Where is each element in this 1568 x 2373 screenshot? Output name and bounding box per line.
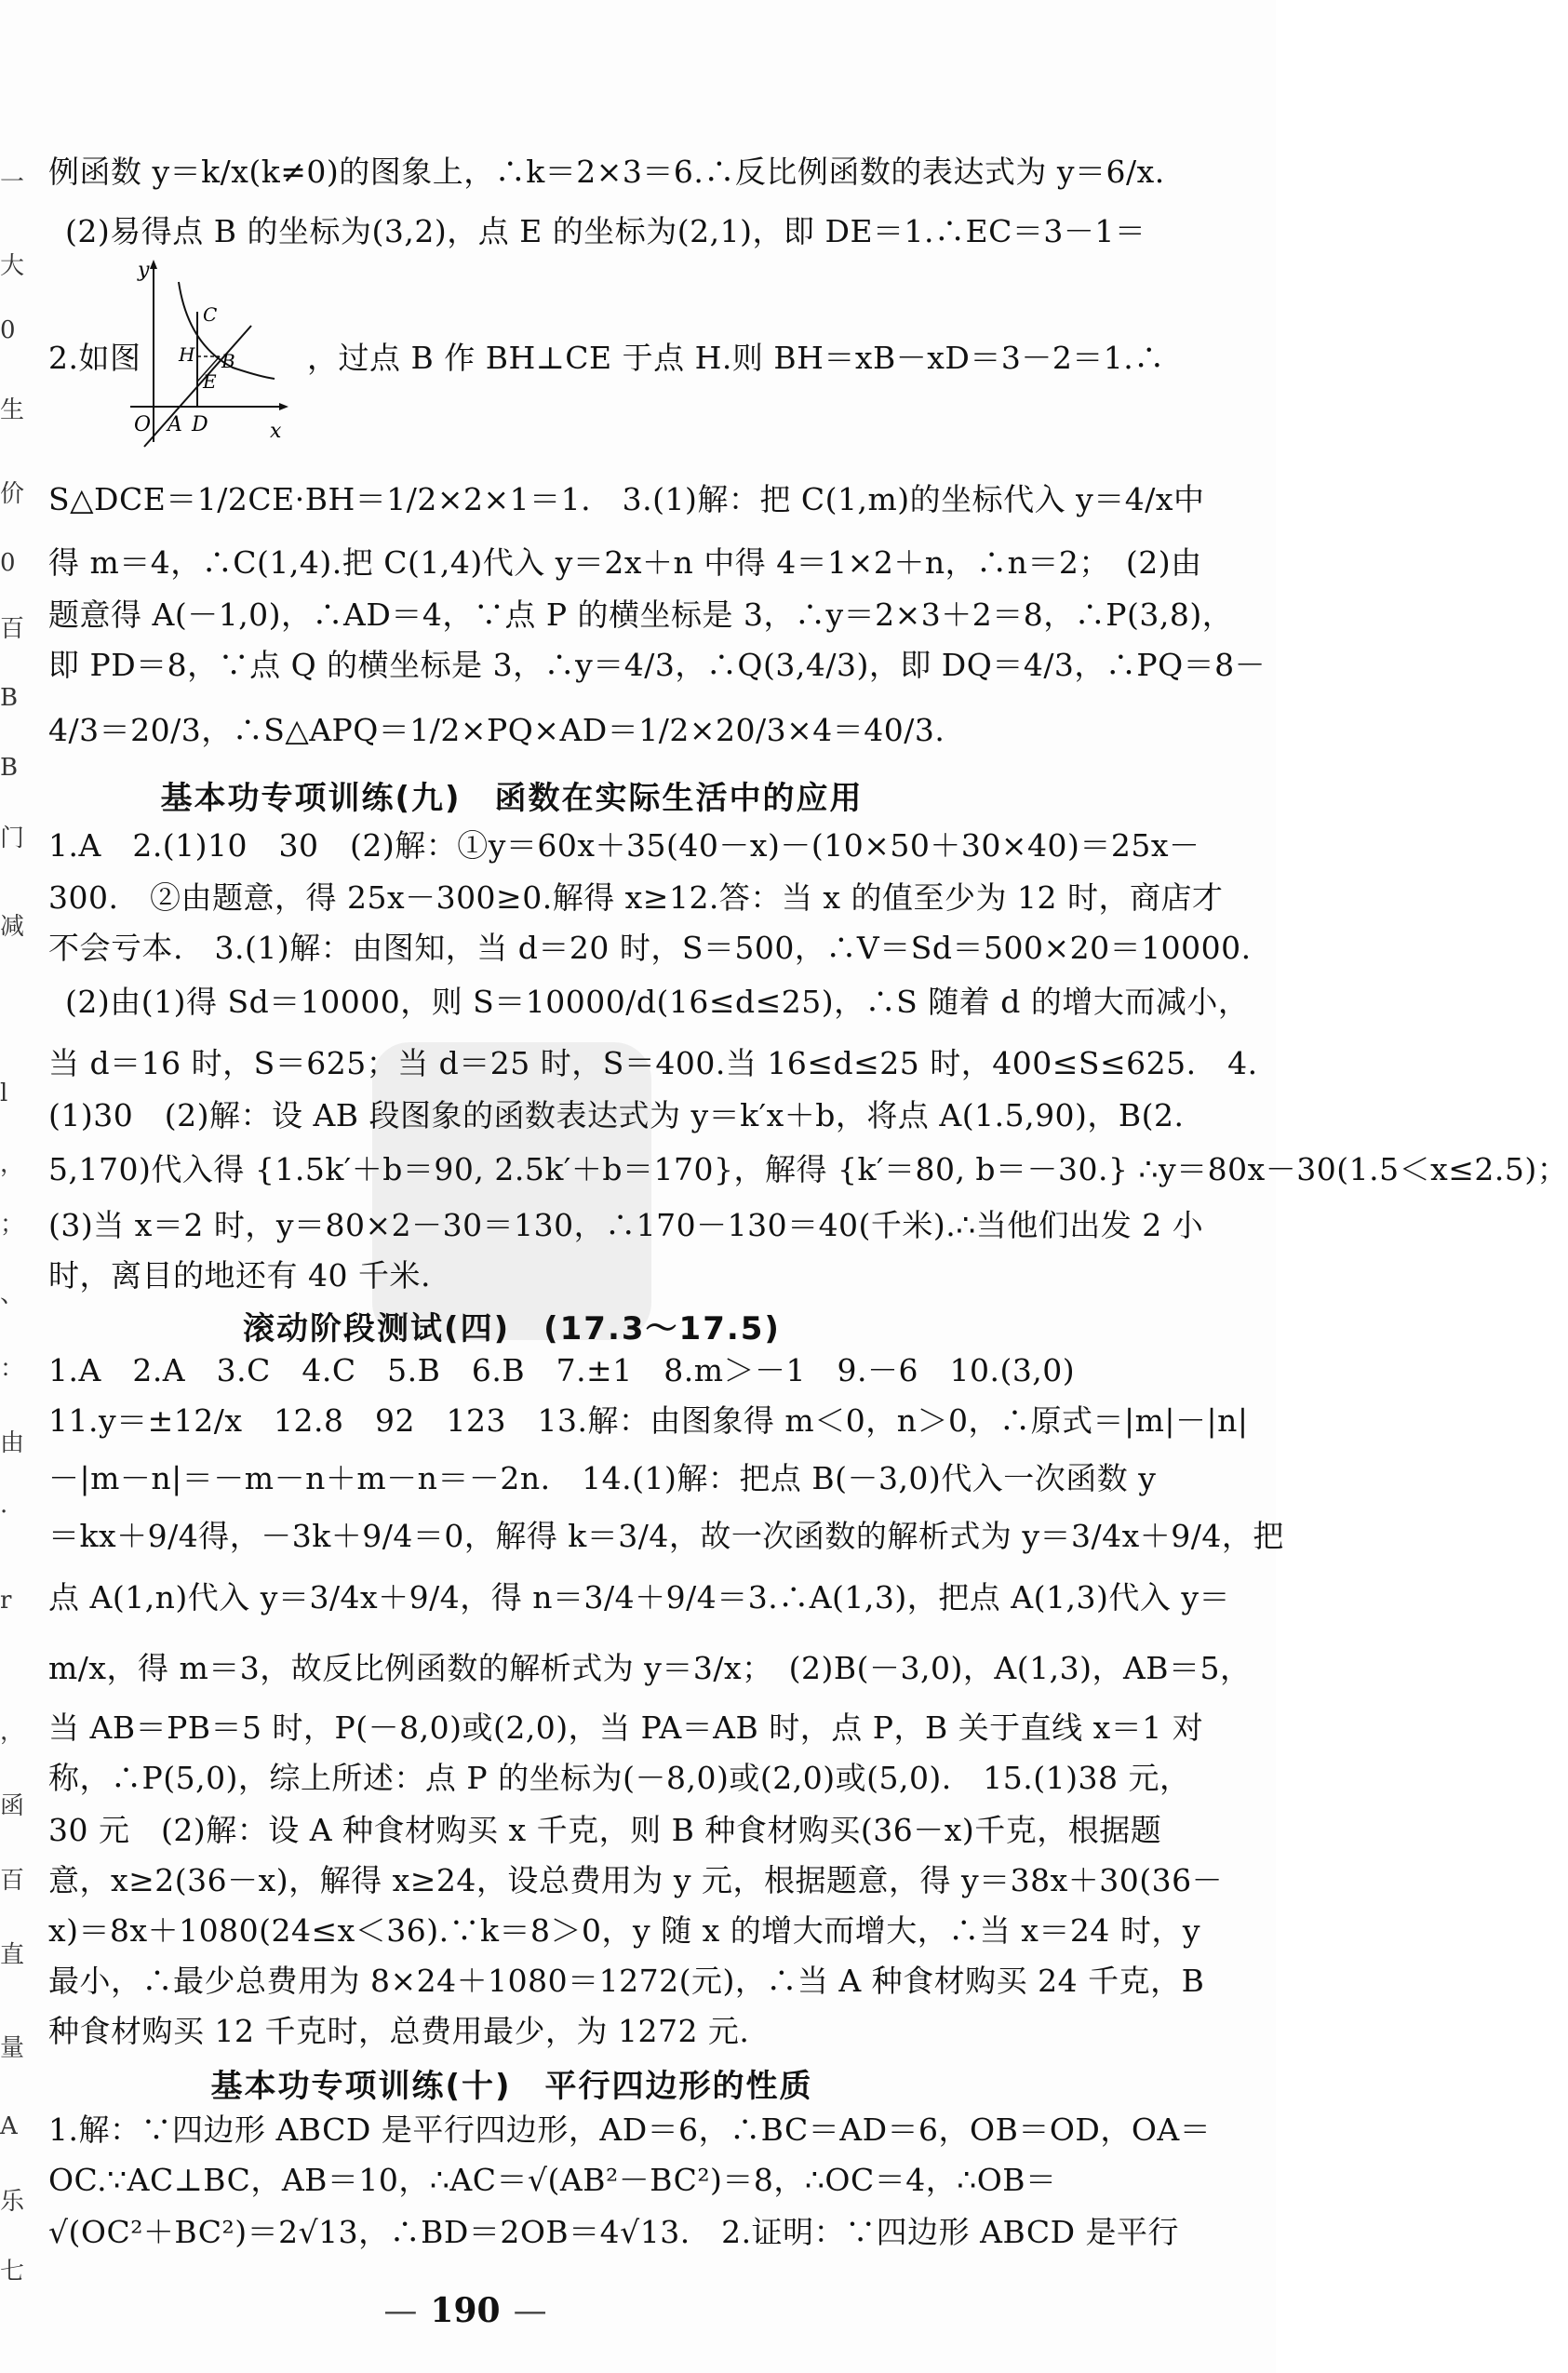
edge-char: 百	[0, 1867, 25, 1895]
edge-char: 七	[0, 2258, 25, 2286]
text-line: S△DCE＝1/2CE·BH＝1/2×2×1＝1. 3.(1)解：把 C(1,m)的坐标代入 y＝4/x中	[48, 481, 1205, 517]
edge-char: ：	[0, 1355, 25, 1383]
edge-char: 函	[0, 1792, 25, 1820]
text-line: 1.解：∵四边形 ABCD 是平行四边形，AD＝6，∴BC＝AD＝6，OB＝OD，OA＝	[48, 2112, 1212, 2148]
text-line: 意，x≥2(36－x)，解得 x≥24，设总费用为 y 元，根据题意，得 y＝38x＋30(36－	[48, 1862, 1224, 1898]
edge-char: 直	[0, 1941, 25, 1969]
text-line: (1)30 (2)解：设 AB 段图象的函数表达式为 y＝k′x＋b，将点 A(1.5,90)，B(2.	[48, 1097, 1185, 1133]
text-line: 30 元 (2)解：设 A 种食材购买 x 千克，则 B 种食材购买(36－x)千克，根据题	[48, 1812, 1162, 1848]
coordinate-figure	[121, 256, 298, 461]
text-line: ＝kx＋9/4得，－3k＋9/4＝0，解得 k＝3/4，故一次函数的解析式为 y＝3/4x＋9/4，把	[48, 1518, 1284, 1554]
text-line: ，过点 B 作 BH⊥CE 于点 H.则 BH＝xB－xD＝3－2＝1.∴	[307, 340, 1165, 376]
page-number	[0, 2291, 931, 2330]
section-heading: 滚动阶段测试(四) (17.3～17.5)	[243, 1310, 781, 1347]
text-line: 300. ②由题意，得 25x－300≥0.解得 x≥12.答：当 x 的值至少为 12 时，商店才	[48, 879, 1224, 916]
text-line: 2.如图	[48, 340, 141, 376]
page-number-dash-left: —	[383, 2292, 418, 2330]
text-line: m/x，得 m＝3，故反比例函数的解析式为 y＝3/x； (2)B(－3,0)，A(1,3)，AB＝5，	[48, 1650, 1252, 1686]
edge-char: ；	[0, 1211, 25, 1239]
text-line: √(OC²＋BC²)＝2√13，∴BD＝2OB＝4√13. 2.证明：∵四边形 ABCD 是平行	[48, 2214, 1180, 2250]
figure-label: B	[221, 350, 235, 372]
figure-label: x	[270, 420, 282, 443]
text-line: 得 m＝4，∴C(1,4).把 C(1,4)代入 y＝2x＋n 中得 4＝1×2＋n，∴n＝2； (2)由	[48, 544, 1202, 581]
figure-label: C	[203, 303, 218, 326]
edge-char: 、	[0, 1280, 25, 1308]
edge-char: A	[0, 2112, 18, 2140]
figure-label: y	[138, 259, 150, 282]
text-line: (2)由(1)得 Sd＝10000，则 S＝10000/d(16≤d≤25)，∴S 随着 d 的增大而减小，	[65, 984, 1250, 1020]
edge-char: 价	[0, 480, 25, 508]
text-line: x)＝8x＋1080(24≤x＜36).∵k＝8＞0，y 随 x 的增大而增大，∴当 x＝24 时，y	[48, 1912, 1200, 1949]
page-number-value: 190	[430, 2291, 501, 2330]
edge-char: 减	[0, 913, 25, 941]
edge-char: B	[0, 754, 19, 782]
edge-char: 百	[0, 615, 25, 643]
figure-label: A	[168, 413, 182, 436]
section-heading: 基本功专项训练(九) 函数在实际生活中的应用	[160, 780, 864, 817]
text-line: 5,170)代入得 {1.5k′＋b＝90, 2.5k′＋b＝170}，解得 {k′＝80, b＝－30.} ∴y＝80x－30(1.5＜x≤2.5)；	[48, 1151, 1568, 1187]
text-line: 点 A(1,n)代入 y＝3/4x＋9/4，得 n＝3/4＋9/4＝3.∴A(1,3)，把点 A(1,3)代入 y＝	[48, 1579, 1230, 1616]
edge-char: 一	[0, 168, 25, 196]
edge-char: B	[0, 684, 19, 712]
text-line: 当 AB＝PB＝5 时，P(－8,0)或(2,0)，当 PA＝AB 时，点 P，B 关于直线 x＝1 对	[48, 1709, 1204, 1746]
text-line: OC.∵AC⊥BC，AB＝10，∴AC＝√(AB²－BC²)＝8，∴OC＝4，∴OB＝	[48, 2162, 1057, 2198]
text-line: 例函数 y＝k/x(k≠0)的图象上，∴k＝2×3＝6.∴反比例函数的表达式为 y＝6/x.	[48, 154, 1165, 190]
text-line: 11.y＝±12/x 12.8 92 123 13.解：由图象得 m＜0，n＞0，∴原式＝|m|－|n|	[48, 1402, 1249, 1439]
edge-char: 乐	[0, 2188, 25, 2216]
text-line: 1.A 2.A 3.C 4.C 5.B 6.B 7.±1 8.m＞－1 9.－6 10.(3,0)	[48, 1352, 1076, 1388]
edge-char: 大	[0, 252, 25, 280]
page-number-dash-right: —	[513, 2292, 547, 2330]
text-line: (3)当 x＝2 时，y＝80×2－30＝130，∴170－130＝40(千米).∴当他们出发 2 小	[48, 1207, 1204, 1243]
text-line: 当 d＝16 时，S＝625；当 d＝25 时，S＝400.当 16≤d≤25 时，400≤S≤625. 4.	[48, 1045, 1258, 1081]
text-line: 题意得 A(－1,0)，∴AD＝4，∵点 P 的横坐标是 3，∴y＝2×3＋2＝8，∴P(3,8)，	[48, 597, 1234, 633]
edge-char: l	[0, 1079, 8, 1107]
edge-char: ，	[0, 1718, 25, 1746]
figure-label: D	[192, 413, 208, 436]
edge-char: 生	[0, 396, 25, 424]
edge-char: ·	[0, 1498, 8, 1526]
edge-char: 量	[0, 2034, 25, 2062]
edge-char: 门	[0, 825, 25, 852]
edge-char: ，	[0, 1150, 25, 1178]
figure-label: E	[203, 370, 217, 393]
edge-char: r	[0, 1587, 12, 1615]
left-edge-clipped-text	[0, 0, 25, 2373]
text-line: (2)易得点 B 的坐标为(3,2)，点 E 的坐标为(2,1)，即 DE＝1.∴EC＝3－1＝	[65, 213, 1146, 249]
figure-label: O	[134, 413, 152, 436]
edge-char: 0	[0, 549, 16, 577]
text-line: 即 PD＝8，∵点 Q 的横坐标是 3，∴y＝4/3，∴Q(3,4/3)，即 DQ＝4/3，∴PQ＝8－	[48, 647, 1266, 683]
text-line: 4/3＝20/3，∴S△APQ＝1/2×PQ×AD＝1/2×20/3×4＝40/3.	[48, 712, 945, 748]
text-line: 最小，∴最少总费用为 8×24＋1080＝1272(元)，∴当 A 种食材购买 24 千克，B	[48, 1963, 1205, 1999]
edge-char: 由	[0, 1429, 25, 1457]
figure-label: H	[179, 343, 195, 366]
text-line: －|m－n|＝－m－n＋m－n＝－2n. 14.(1)解：把点 B(－3,0)代入一次函数 y	[48, 1460, 1157, 1496]
text-line: 不会亏本. 3.(1)解：由图知，当 d＝20 时，S＝500，∴V＝Sd＝500×20＝10000.	[48, 930, 1252, 966]
text-line: 1.A 2.(1)10 30 (2)解：①y＝60x＋35(40－x)－(10×50＋30×40)＝25x－	[48, 827, 1200, 864]
edge-char: 0	[0, 316, 16, 344]
text-line: 时，离目的地还有 40 千米.	[48, 1257, 431, 1294]
text-line: 称，∴P(5,0)，综上所述：点 P 的坐标为(－8,0)或(2,0)或(5,0). 15.(1)38 元，	[48, 1760, 1191, 1796]
section-heading: 基本功专项训练(十) 平行四边形的性质	[210, 2068, 813, 2105]
text-line: 种食材购买 12 千克时，总费用最少，为 1272 元.	[48, 2013, 750, 2049]
